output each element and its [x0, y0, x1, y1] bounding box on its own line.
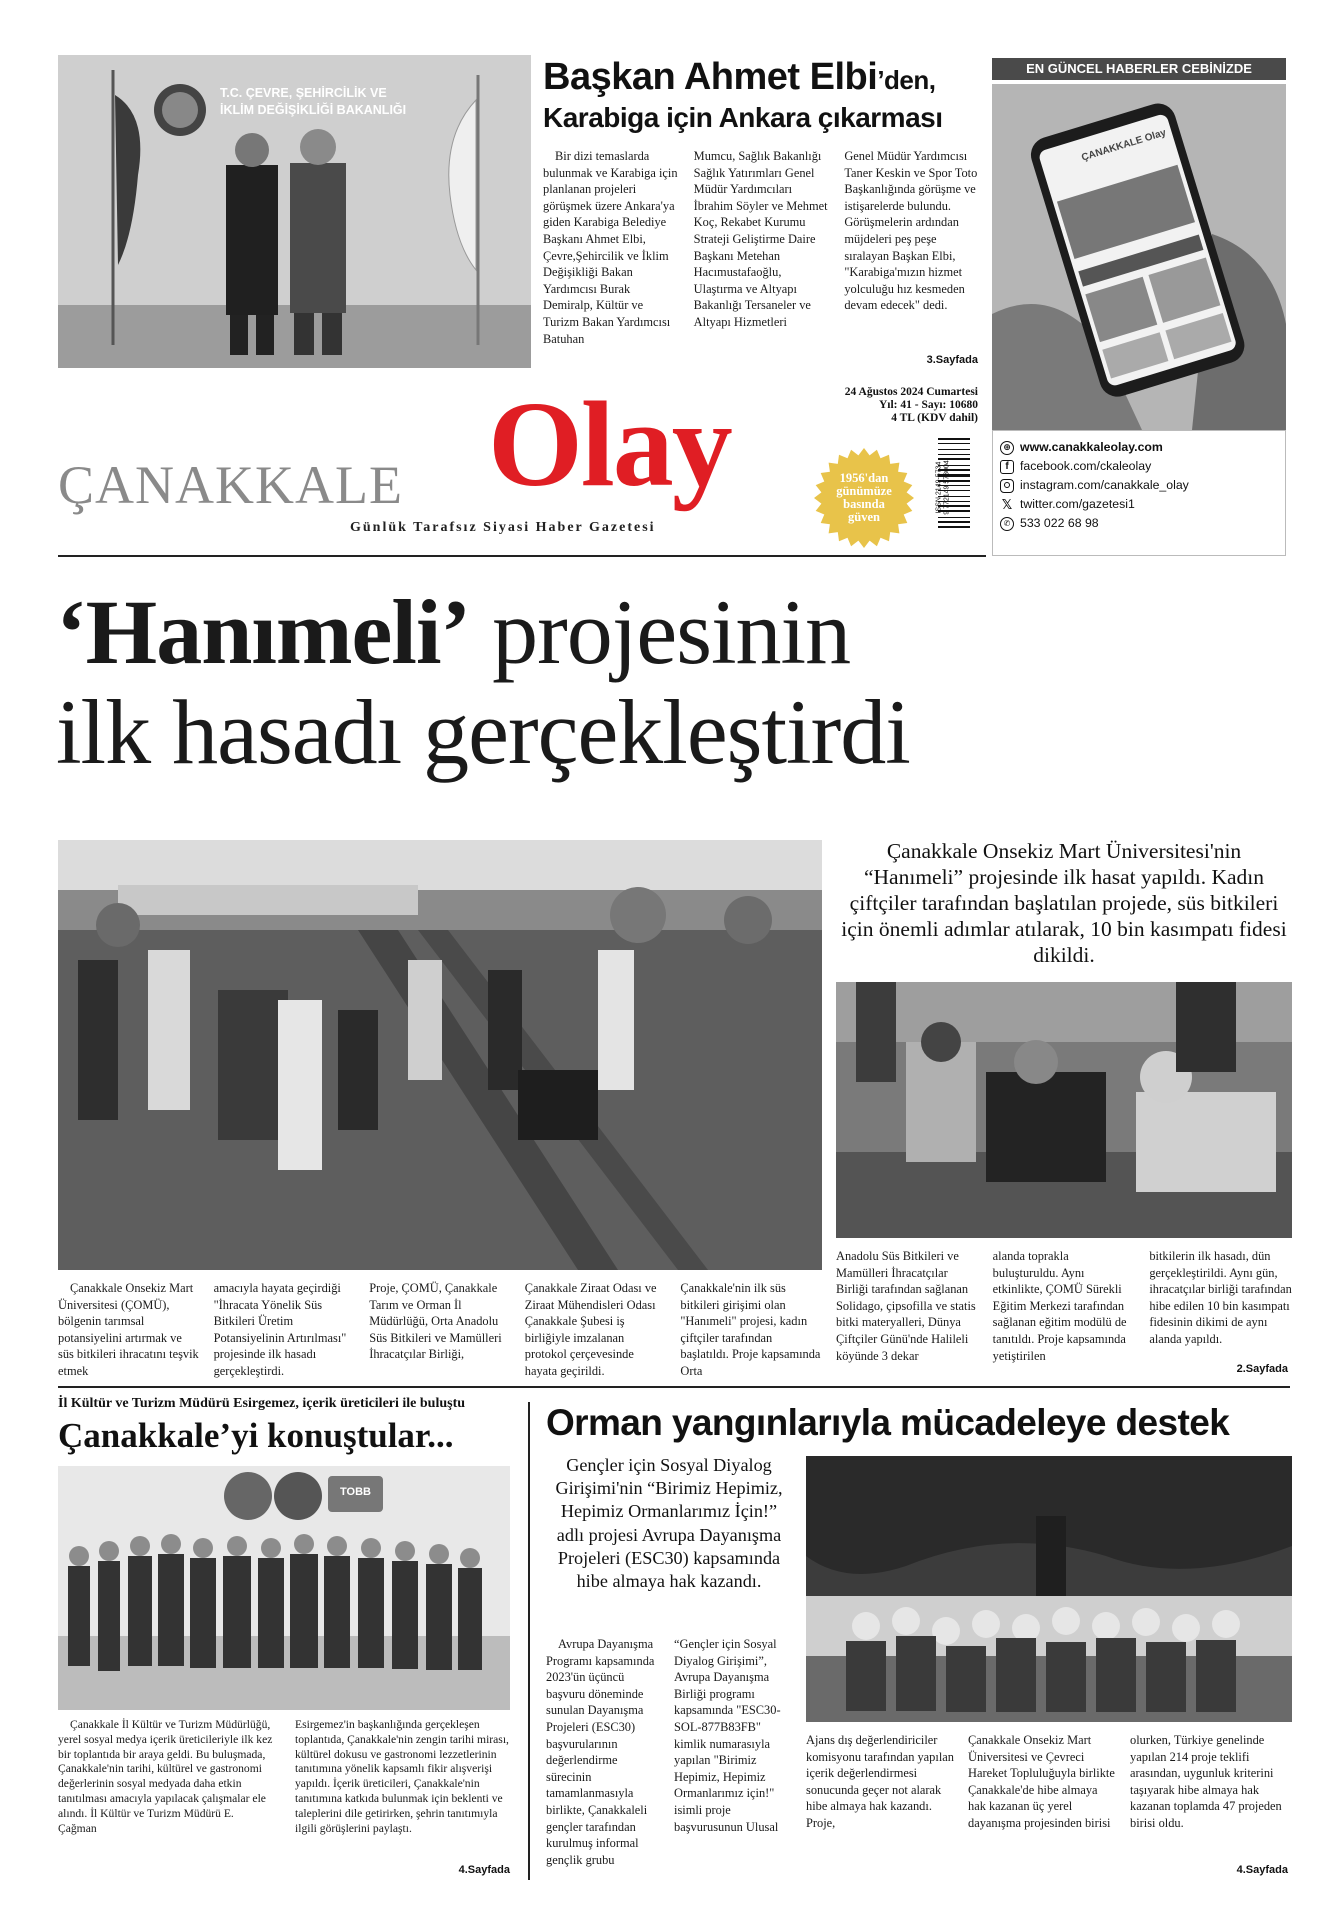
promo-link-whatsapp[interactable]: ✆ 533 022 68 98	[1000, 514, 1286, 533]
main-headline-bold: ‘Hanımeli’	[56, 581, 471, 683]
main-photo-field	[58, 840, 822, 1270]
anniversary-seal	[812, 446, 916, 550]
barcode	[924, 432, 974, 550]
top-headline-line2: Karabiga için Ankara çıkarması	[543, 102, 943, 133]
main-col-6: Anadolu Süs Bitkileri ve Mamülleri İhracatçılar Birliği tarafından sağlanan Solidago, çipsofilla ve statis bitki materyalleri, Dünya Çiftçiler Günü'nde Halileli köyünde 3 dekar	[836, 1249, 976, 1363]
main-headline-line2: ilk hasadı gerçekleştirdi	[56, 681, 910, 783]
main-story-page-ref: 2.Sayfada	[1236, 1363, 1288, 1375]
main-headline	[56, 582, 1292, 782]
main-col-3: Proje, ÇOMÜ, Çanakkale Tarım ve Orman İl Müdürlüğü, Orta Anadolu Süs Bitkileri ve Mamülleri İhracatçılar Birliği,	[369, 1281, 502, 1362]
promo-phone-photo	[992, 84, 1286, 430]
top-headline-name: Başkan Ahmet Elbi	[543, 56, 878, 98]
promo-links	[1000, 438, 1286, 533]
instagram-icon	[1000, 479, 1014, 493]
main-col-7: alanda toprakla buluşturuldu. Aynı etkinlikte, ÇOMÜ Sürekli Eğitim Merkezi tarafından sağlanan eğitim modülü de tanıtıldı. Proje kapsamında yetiştirilen	[992, 1249, 1127, 1363]
forest-col-4: Çanakkale Onsekiz Mart Üniversitesi ve Çevreci Hareket Topluluğuyla birlikte Çanakkale'de hibe almaya hak kazanan üç yerel dayanışma projesinden birisi	[968, 1733, 1115, 1830]
masthead-city: ÇANAKKALE	[58, 455, 403, 515]
main-col-1: Çanakkale Onsekiz Mart Üniversitesi (ÇOMÜ), bölgenin tarımsal potansiyelini artırmak ve süs bitkileri ihracatını teşvik etmek	[58, 1281, 199, 1378]
issue-price: 4 TL (KDV dahil)	[891, 412, 978, 424]
top-story-headline	[543, 56, 983, 135]
issue-number: Yıl: 41 - Sayı: 10680	[878, 399, 978, 411]
barcode-number: 9 772149 573004	[943, 460, 951, 515]
seal-text: 1956'dan günümüze basında güven	[836, 471, 892, 524]
culture-backdrop-label: TOBB	[340, 1486, 371, 1498]
top-story-col-1: Bir dizi temaslarda bulunmak ve Karabiga için planlanan projeleri görüşmek üzere Ankara'ya giden Karabiga Belediye Başkanı Ahmet Elbi, Çevre,Şehircilik ve İklim Değişikliği Bakan Yardımcısı Burak Demiralp, Kültür ve Turizm Bakan Yardımcısı Batuhan	[543, 149, 678, 346]
photo-sign-line2: İKLİM DEĞİŞİKLİĞİ BAKANLIĞI	[220, 103, 407, 117]
forest-page-ref: 4.Sayfada	[1236, 1864, 1288, 1876]
section-rule	[58, 1386, 1290, 1388]
top-story-body	[543, 148, 983, 347]
culture-group-photo	[58, 1466, 510, 1710]
main-photo-harvest	[836, 982, 1292, 1238]
x-icon: 𝕏	[1001, 497, 1013, 512]
main-col-5: Çanakkale'nin ilk süs bitkileri girişimi olan "Hanımeli" projesi, kadın çiftçiler tarafından başlatıldı. Proje kapsamında Orta	[680, 1281, 821, 1378]
phone-screen-brand: ÇANAKKALE Olay	[1080, 127, 1168, 164]
culture-col-2: Esirgemez'in başkanlığında gerçekleşen toplantıda, Çanakkale'nin zengin tarihi mirası, kültürel dokusu ve gastronomi lezzetlerinin tanıtımına yönelik kapsamlı fikir alışverişi yapıldı. İçerik üreticileri, Çanakkale'nin tanıtımına katkıda bulunmak için beklenti ve taleplerini dile getirirken, şehrin tanıtımıyla ilgili görüşlerini paylaştı.	[295, 1718, 509, 1835]
main-lead: Çanakkale Onsekiz Mart Üniversitesi'nin “Hanımeli” projesinde ilk hasat yapıldı. Kadın çiftçiler tarafından başlatılan projede, süs bitkileri için önemli adımlar atılarak, 10 bin kasımpatı fidesi dikildi.	[841, 839, 1287, 967]
culture-body	[58, 1718, 510, 1836]
top-headline-suffix: ’den,	[877, 65, 936, 95]
culture-kicker: İl Kültür ve Turizm Müdürü Esirgemez, içerik üreticileri ile buluştu	[58, 1396, 466, 1411]
masthead-rule	[58, 555, 986, 557]
photo-sign-text	[220, 85, 406, 119]
masthead-brand: Olay	[488, 377, 731, 512]
promo-banner: EN GÜNCEL HABERLER CEBİNİZDE	[992, 58, 1286, 80]
forest-lead: Gençler için Sosyal Diyalog Girişimi'nin “Birimiz Hepimiz, Hepimiz Ormanlarımız İçin!” adlı projesi Avrupa Dayanışma Projeleri (ESC30) kapsamında hibe almaya hak kazandı.	[555, 1455, 783, 1592]
culture-col-1: Çanakkale İl Kültür ve Turizm Müdürlüğü, yerel sosyal medya içerik üreticileriyle ilk kez bir toplantıda bir araya geldi. Bu buluşmada, Çanakkale'nin tarihi, kültürel ve gastronomi değerlerinin sosyal medyada daha etkin tanıtılması amacıyla yapılacak çalışmalar ele alındı. İl Kültür ve Turizm Müdürü E. Çağman	[58, 1718, 273, 1835]
masthead-tagline: Günlük Tarafsız Siyasi Haber Gazetesi	[350, 520, 656, 535]
main-story-body-left	[58, 1280, 822, 1380]
main-col-4: Çanakkale Ziraat Odası ve Ziraat Mühendisleri Odası Çanakkale Şubesi iş birliğiyle imzalanan protokol çerçevesinde hayata geçirildi.	[524, 1281, 657, 1378]
whatsapp-icon: ✆	[1000, 517, 1014, 531]
top-story-col-3: Genel Müdür Yardımcısı Taner Keskin ve Spor Toto Başkanlığında görüşme ve istişarelerde bulundu. Görüşmelerin ardından müjdeleri peş peşe sıralayan Başkan Elbi, "Karabiga'mızın hizmet yolculuğu hız kesmeden devam edecek" dedi.	[844, 149, 978, 313]
forest-group-photo	[806, 1456, 1292, 1722]
promo-link-website[interactable]: ⊕ www.canakkaleolay.com	[1000, 438, 1286, 457]
promo-link-instagram[interactable]: instagram.com/canakkale_olay	[1000, 476, 1286, 495]
vertical-rule	[528, 1402, 530, 1880]
globe-icon: ⊕	[1000, 441, 1014, 455]
facebook-icon: f	[1000, 460, 1014, 474]
forest-col-1: Avrupa Dayanışma Programı kapsamında 2023'ün üçüncü başvuru döneminde sunulan Dayanışma Projeleri (ESC30) başvurularının değerlendirme sürecinin tamamlanmasıyla birlikte, Çanakkaleli gençler tarafından kurulmuş informal gençlik grubu	[546, 1637, 655, 1867]
photo-sign-line1: T.C. ÇEVRE, ŞEHİRCİLİK VE	[220, 86, 387, 100]
culture-headline: Çanakkale’yi konuştular...	[58, 1416, 454, 1455]
issue-date: 24 Ağustos 2024 Cumartesi	[844, 386, 978, 398]
forest-col-2: “Gençler için Sosyal Diyalog Girişimi”, Avrupa Dayanışma Birliği programı kapsamında "ESC30-SOL-877B83FB" kimlik numarasıyla yapılan "Birimiz Hepimiz, Hepimiz Ormanlarımız için!" isimli proje başvurusunun Ulusal	[674, 1637, 781, 1834]
forest-headline: Orman yangınlarıyla mücadeleye destek	[546, 1402, 1230, 1443]
promo-link-twitter[interactable]: 𝕏 twitter.com/gazetesi1	[1001, 497, 1135, 512]
promo-link-facebook[interactable]: f facebook.com/ckaleolay	[1000, 457, 1286, 476]
top-story-col-2: Mumcu, Sağlık Bakanlığı Sağlık Yatırımları Genel Müdür Yardımcıları İbrahim Söyler ve Mehmet Koç, Rekabet Kurumu Strateji Geliştirme Daire Başkanı Metehan Hacımustafaoğlu, Ulaştırma ve Altyapı Bakanlığı Tersaneler ve Altyapı Hizmetleri	[693, 149, 828, 329]
issue-info	[780, 386, 978, 425]
culture-page-ref: 4.Sayfada	[458, 1864, 510, 1876]
forest-col-5: olurken, Türkiye genelinde yapılan 214 proje teklifi arasından, uygunluk kriterini taşıyarak hibe almaya hak kazanan toplamda 47 projeden birisi oldu.	[1130, 1733, 1282, 1830]
main-col-2: amacıyla hayata geçirdiği "İhracata Yönelik Süs Bitkileri Üretim Potansiyelinin Artırılması" projesinde ilk hasadı gerçekleştirdi.	[213, 1281, 347, 1378]
main-headline-rest: projesinin	[470, 581, 851, 683]
top-story-photo	[58, 55, 531, 368]
forest-col-3: Ajans dış değerlendiriciler komisyonu tarafından yapılan içerik değerlendirmesi sonucunda geçer not alarak hibe almaya hak kazandı. Proje,	[806, 1733, 954, 1830]
main-story-body-right	[836, 1248, 1292, 1364]
main-col-8: bitkilerin ilk hasadı, dün gerçekleştirildi. Aynı gün, ihracatçılar birliği tarafından hibe edilen 10 bin kasımpatı fidesinin dikimi de aynı alanda yapıldı.	[1149, 1249, 1292, 1346]
top-story-page-ref: 3.Sayfada	[926, 354, 978, 366]
issn-label: ISSN 2149-5734	[935, 461, 943, 514]
